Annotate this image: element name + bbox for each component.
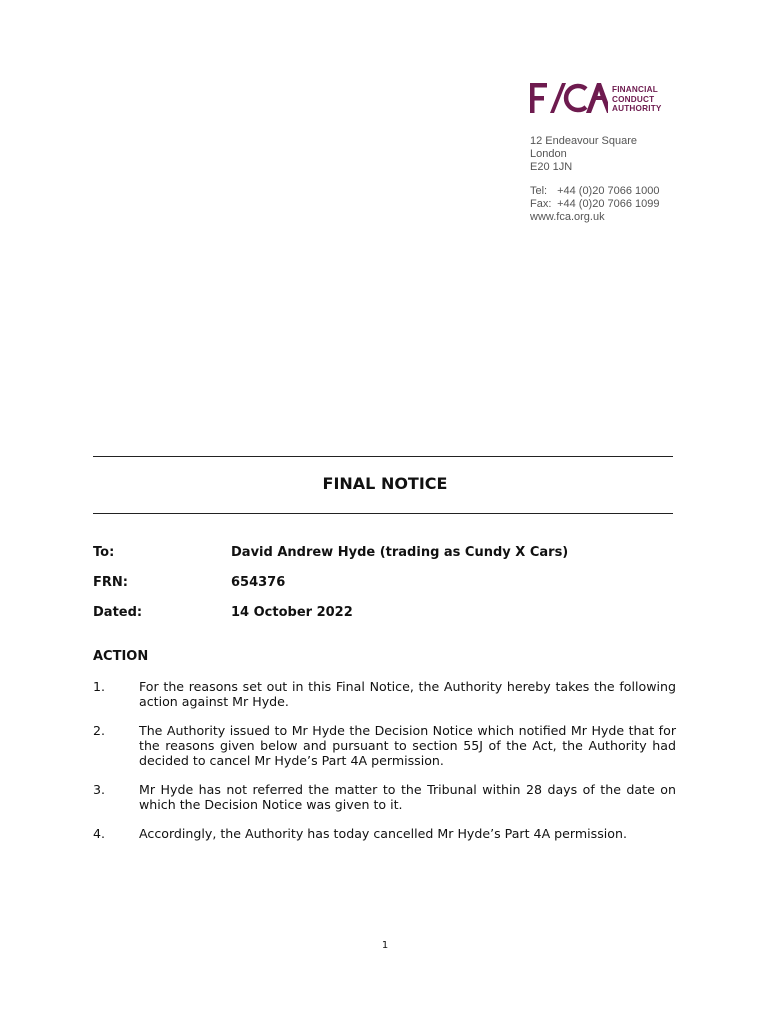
paragraph-number: 2. [93,723,106,738]
tel-value: +44 (0)20 7066 1000 [557,185,660,197]
page-number: 1 [381,940,389,951]
logo-name-line: AUTHORITY [612,104,662,114]
fca-logo-mark [528,80,608,116]
address-line-city: London [530,148,567,160]
paragraph-number: 4. [93,826,106,841]
to-value: David Andrew Hyde (trading as Cundy X Cars) [231,545,569,560]
top-rule [93,456,673,457]
document-title: FINAL NOTICE [322,474,448,493]
tel-label: Tel: [530,185,548,197]
section-heading-action: ACTION [93,649,149,664]
website-link[interactable]: www.fca.org.uk [530,211,605,223]
bottom-rule [93,513,673,514]
fca-logo-name [612,85,662,114]
fax-value: +44 (0)20 7066 1099 [557,198,660,210]
paragraph-number: 1. [93,679,106,694]
paragraph-text: Mr Hyde has not referred the matter to the Tribunal within 28 days of the date on which the Decision Notice was given to it. [139,782,676,812]
address-line-street: 12 Endeavour Square [530,135,638,147]
address-line-postcode: E20 1JN [530,161,573,173]
logo-name-line: CONDUCT [612,94,655,104]
frn-value: 654376 [231,575,286,590]
frn-label: FRN: [93,575,128,590]
paragraph-number: 3. [93,782,106,797]
address-tel [530,185,660,198]
logo-name-line: FINANCIAL [612,85,658,94]
address-fax [530,198,660,211]
fax-label: Fax: [530,198,552,210]
fca-logo [528,80,688,116]
dated-label: Dated: [93,605,143,620]
to-label: To: [93,545,115,560]
paragraph-text: The Authority issued to Mr Hyde the Decision Notice which notified Mr Hyde that for the reasons given below and pursuant to section 55J of the Act, the Authority had decided to cancel Mr Hyde’s Part 4A permission. [139,723,676,768]
paragraph-text: For the reasons set out in this Final Notice, the Authority hereby takes the following action against Mr Hyde. [139,679,676,709]
paragraph-text: Accordingly, the Authority has today cancelled Mr Hyde’s Part 4A permission. [139,826,627,841]
dated-value: 14 October 2022 [231,605,353,620]
